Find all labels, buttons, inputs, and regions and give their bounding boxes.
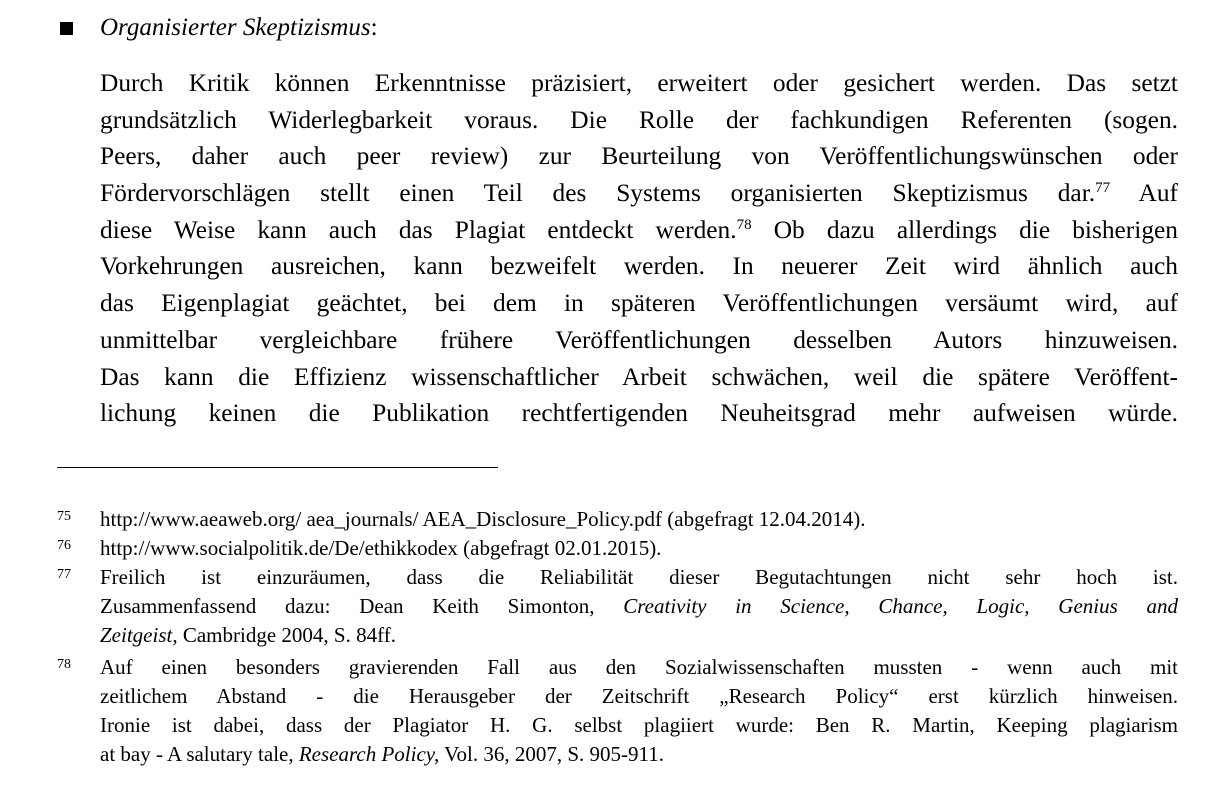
footnote-text — [100, 534, 1178, 563]
paragraph-line: das Eigenplagiat geächtet, bei dem in späteren Veröffentlichungen versäumt wird, auf — [100, 289, 1178, 318]
paragraph-line: grundsätzlich Widerlegbarkeit voraus. Die Rolle der fachkundigen Referenten (sogen. — [100, 105, 1178, 134]
square-bullet-icon — [60, 22, 73, 35]
footnote-separator — [57, 467, 498, 468]
footnote-link[interactable]: http://www.socialpolitik.de/De/ethikkodex (abgefragt 02.01.2015). — [100, 536, 662, 560]
footnote-line: Ironie ist dabei, dass der Plagiator H. G. selbst plagiiert wurde: Ben R. Martin, Keeping plagiarism — [100, 713, 1178, 737]
footnote-line — [100, 592, 1178, 621]
footnote-ref-77[interactable]: 77 — [1095, 180, 1111, 197]
footnote-text — [100, 505, 1178, 534]
paragraph-line: lichung keinen die Publikation rechtfertigenden Neuheitsgrad mehr aufweisen würde. — [100, 399, 1178, 428]
paragraph-line-text: Auf — [1138, 179, 1179, 208]
footnotes — [57, 505, 1178, 769]
footnote-line-text: Cambridge 2004, S. 84ff. — [177, 623, 396, 647]
paragraph-line-text: Ob dazu allerdings die bisherigen — [773, 215, 1178, 244]
footnote-line — [100, 621, 1178, 650]
footnote-book-title: Zeitgeist, — [100, 623, 178, 647]
footnote-number: 78 — [57, 657, 71, 672]
footnote-journal-title: Research Policy, — [298, 742, 440, 766]
footnote-text — [100, 653, 1178, 769]
footnote-77 — [57, 563, 1178, 650]
section-heading-row — [60, 10, 378, 46]
paragraph-line: Durch Kritik können Erkenntnisse präzisiert, erweitert oder gesichert werden. Das setzt — [100, 69, 1178, 97]
footnote-line: zeitlichem Abstand - die Herausgeber der Zeitschrift „Research Policy“ erst kürzlich hinweisen. — [100, 684, 1178, 708]
paragraph-line-text: diese Weise kann auch das Plagiat entdeckt werden. — [100, 215, 737, 244]
footnote-78 — [57, 653, 1178, 769]
paragraph-line: Vorkehrungen ausreichen, kann bezweifelt werden. In neuerer Zeit wird ähnlich auch — [100, 252, 1178, 281]
footnote-text — [100, 563, 1178, 650]
paragraph-line: Das kann die Effizienz wissenschaftlicher Arbeit schwächen, weil die spätere Veröffent- — [100, 362, 1178, 391]
paragraph-line — [100, 175, 1178, 212]
footnote-number: 77 — [57, 567, 71, 582]
body-paragraph — [100, 65, 1178, 432]
footnote-75 — [57, 505, 1178, 534]
paragraph-line: unmittelbar vergleichbare frühere Veröffentlichungen desselben Autors hinzuweisen. — [100, 325, 1178, 354]
footnote-line: Freilich ist einzuräumen, dass die Reliabilität dieser Begutachtungen nicht sehr hoch ist. — [100, 565, 1178, 589]
footnote-line-text: at bay - A salutary tale, — [100, 742, 299, 766]
paragraph-line — [100, 212, 1178, 249]
footnote-line: Auf einen besonders gravierenden Fall aus den Sozialwissenschaften mussten - wenn auch mit — [100, 655, 1178, 679]
footnote-76 — [57, 534, 1178, 563]
paragraph-line: Peers, daher auch peer review) zur Beurteilung von Veröffentlichungswünschen oder — [100, 142, 1178, 171]
section-heading-text: Organisierter Skeptizismus — [100, 14, 371, 41]
section-heading-colon: : — [370, 14, 378, 41]
footnote-book-title: Creativity in Science, Chance, Logic, Genius and — [623, 594, 1178, 618]
footnote-line-text: Vol. 36, 2007, S. 905-911. — [439, 742, 665, 766]
footnote-line — [100, 740, 1178, 769]
footnote-number: 75 — [57, 509, 71, 524]
footnote-link[interactable]: http://www.aeaweb.org/ aea_journals/ AEA_Disclosure_Policy.pdf (abgefragt 12.04.2014). — [100, 507, 866, 531]
footnote-ref-78[interactable]: 78 — [736, 216, 752, 233]
section-heading — [100, 11, 378, 45]
paragraph-line-text: Fördervorschlägen stellt einen Teil des Systems organisierten Skeptizismus dar. — [100, 179, 1096, 208]
footnote-line-text: Zusammenfassend dazu: Dean Keith Simonton, — [100, 594, 624, 618]
footnote-number: 76 — [57, 538, 71, 553]
